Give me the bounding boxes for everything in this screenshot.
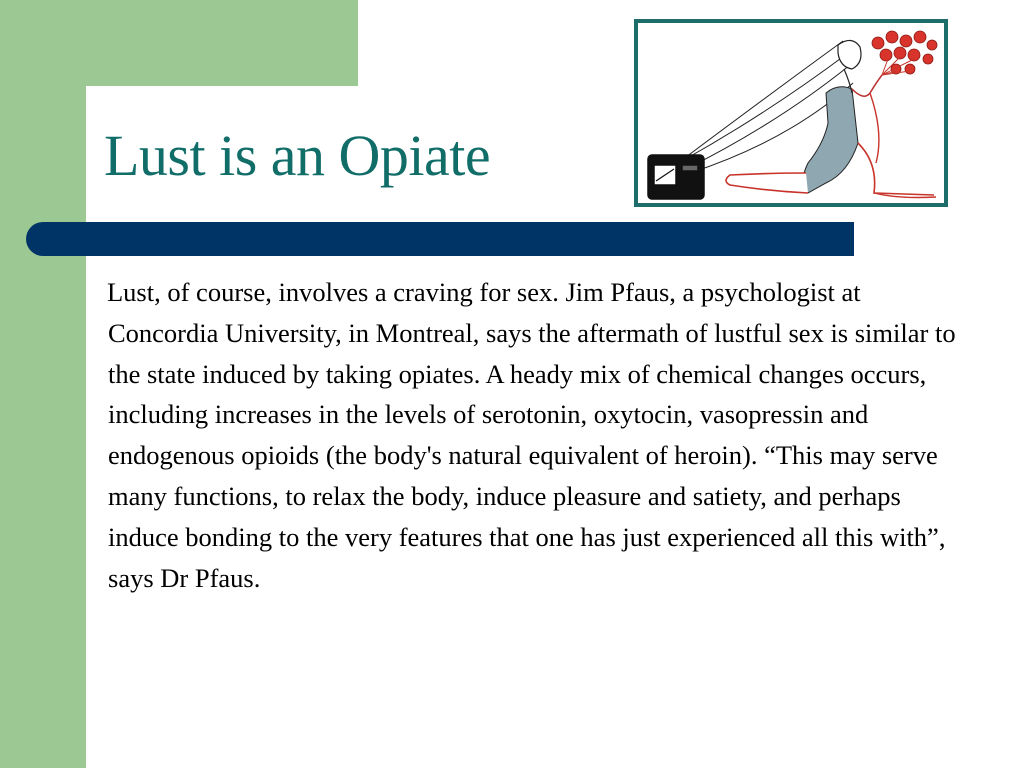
illustration-frame [634, 19, 948, 207]
green-top-band [0, 0, 358, 86]
roses-bouquet [872, 31, 937, 74]
slide-body-text: Lust, of course, involves a craving for sex. Jim Pfaus, a psychologist at Concordia University, in Montreal, says the aftermath of lustful sex is similar to the state induced by taking opiates. A heady mix of chemical changes occurs, including increases in the levels of serotonin, oxytocin, vasopressin and endogenous opioids (the body's natural equivalent of heroin). “This may serve many functions, to relax the body, induce pleasure and satiety, and perhaps induce bonding to the very features that one has just experienced all this with”, says Dr Pfaus. [107, 277, 956, 593]
slide-title: Lust is an Opiate [104, 123, 491, 188]
green-side-band [0, 0, 86, 768]
title-divider-bar [26, 222, 854, 256]
figure-with-roses-illustration-icon [638, 23, 944, 203]
box-device [648, 155, 704, 199]
